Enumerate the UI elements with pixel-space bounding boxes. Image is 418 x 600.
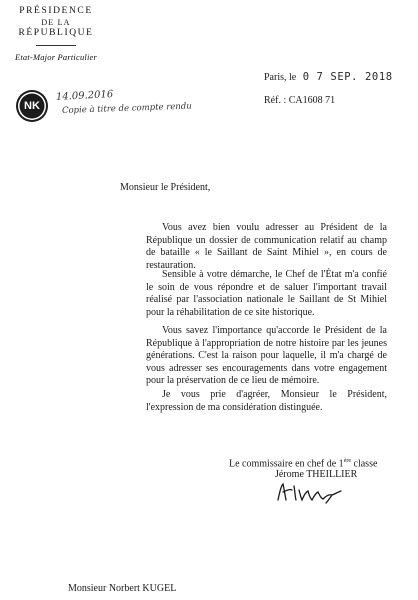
signatory-title [229,458,377,469]
date-stamp: 0 7 SEP. 2018 [302,71,393,83]
handwritten-signature-icon [274,480,344,506]
dateline [264,71,393,83]
letterhead [10,6,102,63]
nk-stamp-icon: NK [18,92,46,120]
handwritten-date: 14.09.2016 [55,89,114,103]
signatory-title-rest: classe [351,458,378,470]
handwritten-note: Copie à titre de compte rendu [61,101,192,116]
letterhead-line-1: PRÉSIDENCE [19,6,93,16]
reference-number: Réf. : CA1608 71 [264,95,336,106]
signatory-title-text: Le commissaire en chef de 1 [229,458,344,470]
letterhead-divider [36,45,76,46]
body-paragraph: Sensible à votre démarche, le Chef de l'État m'a confié le soin de vous répondre et de saluer l'important travail réalisé par l'association nationale le Saillant de St Mihiel pour la réhabilitation de ce site historique. [146,269,387,318]
salutation: Monsieur le Président, [120,182,211,193]
signatory-title-sup: ère [343,458,352,464]
letterhead-office: Etat-Major Particulier [14,52,98,62]
letterhead-line-3: RÉPUBLIQUE [18,28,94,38]
body-paragraph: Vous avez bien voulu adresser au Président de la République un dossier de communication relatif au champ de bataille « le Saillant de Saint Mihiel », en cours de restauration. [146,222,387,271]
signatory-name: Jérome THEILLIER [275,469,358,480]
dateline-place: Paris, le [264,72,297,83]
addressee: Monsieur Norbert KUGEL [68,583,177,594]
letterhead-line-2: DE LA [41,18,71,27]
body-paragraph: Vous savez l'importance qu'accorde le Président de la République à l'appropriation de notre histoire par les jeunes générations. C'est la raison pour laquelle, il m'a chargé de vous adresser ses encouragements dans votre engagement pour la préservation de ce lieu de mémoire. [146,325,387,386]
closing-paragraph: Je vous prie d'agréer, Monsieur le Président, l'expression de ma considération distinguée. [146,389,387,413]
